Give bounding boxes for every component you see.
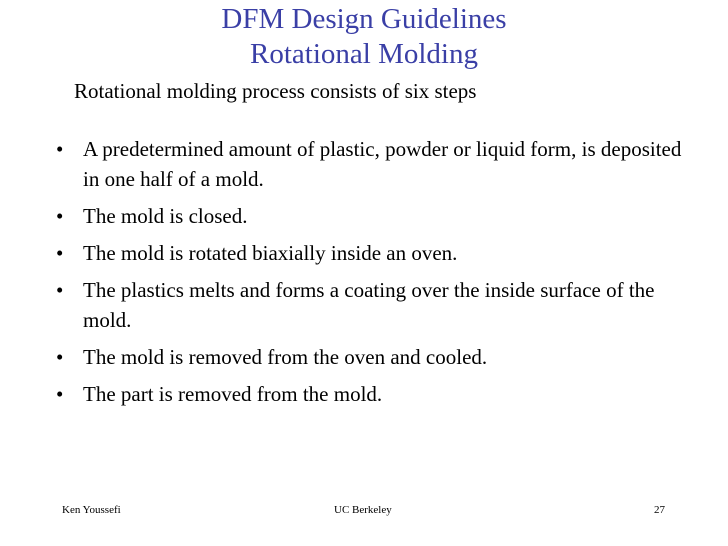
bullet-icon: • xyxy=(56,382,64,406)
bullet-item xyxy=(56,275,696,335)
title-line-2: Rotational Molding xyxy=(250,38,478,70)
bullet-text: The part is removed from the mold. xyxy=(83,382,383,406)
bullet-icon: • xyxy=(56,345,64,369)
bullet-item xyxy=(56,134,696,194)
bullet-item xyxy=(56,342,696,372)
footer-author: Ken Youssefi xyxy=(62,504,121,516)
footer-page-number: 27 xyxy=(654,504,665,516)
bullet-text: A predetermined amount of plastic, powder or liquid form, is deposited in one half of a mold. xyxy=(83,137,682,191)
bullet-item xyxy=(56,379,696,409)
bullet-text: The mold is closed. xyxy=(83,204,248,228)
bullet-text: The mold is rotated biaxially inside an oven. xyxy=(83,241,458,265)
bullet-item xyxy=(56,238,696,268)
slide-title xyxy=(0,2,728,72)
bullet-text: The plastics melts and forms a coating over the inside surface of the mold. xyxy=(83,278,655,332)
bullet-icon: • xyxy=(56,204,64,228)
title-line-1: DFM Design Guidelines xyxy=(221,3,507,35)
bullet-item xyxy=(56,201,696,231)
bullet-text: The mold is removed from the oven and cooled. xyxy=(83,345,488,369)
bullet-icon: • xyxy=(56,278,64,302)
footer-organization: UC Berkeley xyxy=(334,504,392,516)
bullet-icon: • xyxy=(56,137,64,161)
slide-subtitle: Rotational molding process consists of six steps xyxy=(74,79,477,103)
bullet-list xyxy=(56,134,696,416)
bullet-icon: • xyxy=(56,241,64,265)
